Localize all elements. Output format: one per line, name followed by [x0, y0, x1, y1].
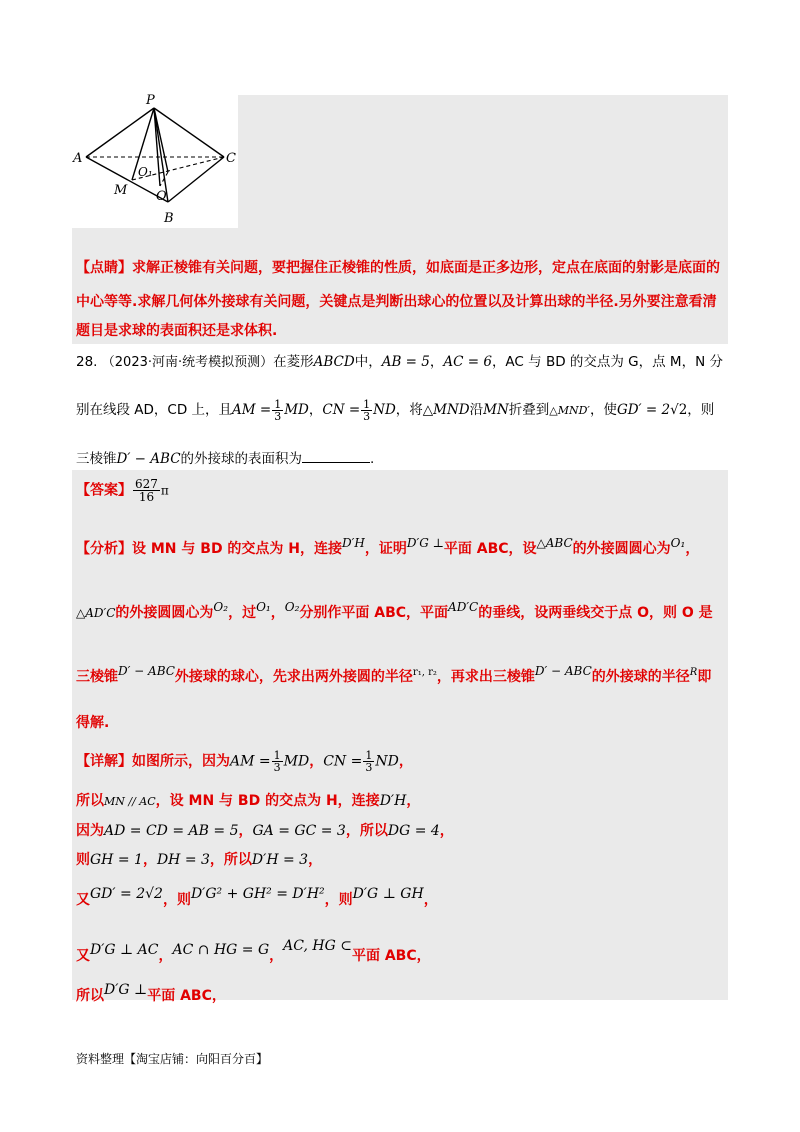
detail-line-1: 【详解】如图所示，因为AM = $\frac{1}{3}$ MD，CN = $\frac{1}{3}$ ND， — [76, 749, 413, 774]
problem-line-2: 别在线段 AD，CD 上，且AM = $\frac{1}{3}$ MD，CN = $\frac{1}{3}$ ND，将△MND沿MN折叠到△MND′，使GD′ = 2√2，则 — [76, 397, 715, 423]
detail-label: 【详解】 — [76, 753, 132, 770]
detail-line-2: 所以MN // AC，设 MN 与 BD 的交点为 H，连接D′H， — [76, 793, 421, 809]
detail-line-6: 又D′G ⊥ AC，AC ∩ HG = G，AC, HG ⊂平面 ABC， — [76, 938, 431, 964]
label-c: C — [226, 151, 236, 166]
detail-line-7: 所以D′G ⊥平面 ABC， — [76, 982, 226, 1004]
label-a: A — [73, 151, 83, 166]
tip-label: 【点睛】 — [76, 260, 132, 276]
page-footer: 资料整理【淘宝店铺：向阳百分百】 — [76, 1052, 269, 1066]
problem-line-1: 28. （2023·河南·统考模拟预测）在菱形ABCD中，AB = 5，AC = 6，AC 与 BD 的交点为 G，点 M，N 分 — [76, 354, 723, 370]
detail-line-5: 又GD′ = 2√2，则D′G² + GH² = D′H²，则D′G ⊥ GH， — [76, 886, 438, 908]
detail-line-3: 因为AD = CD = AB = 5，GA = GC = 3，所以DG = 4， — [76, 823, 454, 839]
label-m: M — [114, 183, 128, 198]
label-o: O — [156, 189, 167, 204]
pyramid-figure — [72, 92, 238, 226]
answer-line: 【答案】 $\frac{627}{16}$ π — [76, 477, 169, 504]
rhombus-name: ABCD — [313, 354, 355, 370]
analysis-label: 【分析】 — [76, 541, 132, 557]
label-b: B — [164, 211, 174, 226]
answer-fraction: $\frac{627}{16}$ — [135, 477, 158, 504]
problem-source: （2023·河南·统考模拟预测） — [101, 355, 274, 370]
answer-blank — [302, 450, 370, 463]
answer-label: 【答案】 — [76, 482, 132, 499]
analysis-line-1: 【分析】设 MN 与 BD 的交点为 H，连接D′H，证明D′G ⊥平面 ABC，设△ABC的外接圆圆心为O₁， — [76, 536, 700, 557]
analysis-line-3: 三棱锥D′ − ABC外接球的球心，先求出两外接圆的半径$^{r_1, r_2}$，再求出三棱锥D′ − ABC的外接球的半径$^R$即 — [76, 664, 712, 685]
tip-line-2: 中心等等.求解几何体外接球有关问题，关键点是判断出球心的位置以及计算出球的半径.另外要注意看清 — [76, 294, 717, 310]
analysis-line-4: 得解. — [76, 715, 110, 731]
tip-line-1 — [76, 257, 720, 277]
detail-line-4: 则GH = 1，DH = 3，所以D′H = 3， — [76, 852, 323, 868]
label-o1: O₁ — [138, 165, 153, 179]
label-p: P — [146, 93, 155, 108]
tip-text-1: 求解正棱锥有关问题，要把握住正棱锥的性质，如底面是正多边形，定点在底面的射影是底面的 — [132, 260, 720, 276]
tip-background-top — [238, 95, 728, 228]
problem-line-3: 三棱锥D′ − ABC的外接球的表面积为 . — [76, 451, 375, 467]
analysis-line-2: △AD′C的外接圆圆心为O₂，过O₁，O₂分别作平面 ABC，平面AD′C的垂线，设两垂线交于点 O，则 O 是 — [76, 600, 713, 621]
tip-line-3: 题目是求球的表面积还是求体积. — [76, 323, 278, 339]
problem-number: 28. — [76, 354, 98, 370]
fraction-one-third: $\frac{1}{3}$ — [274, 397, 282, 423]
